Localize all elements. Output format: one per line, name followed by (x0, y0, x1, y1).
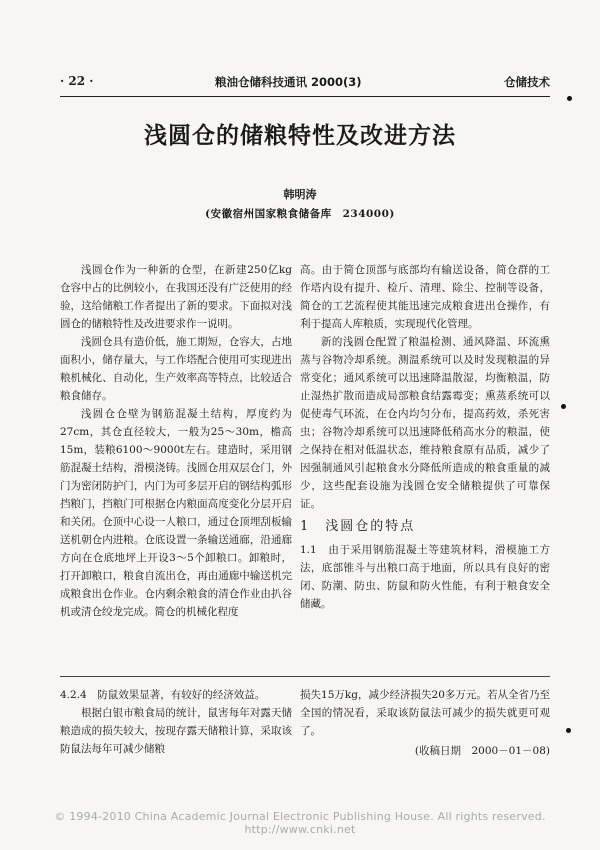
bottom-right-column (300, 686, 550, 760)
margin-dot-1 (567, 96, 572, 101)
journal-name: 粮油仓储科技通讯 2000(3) (215, 75, 362, 89)
section-heading-1: 1 浅圆仓的特点 (300, 519, 416, 534)
subsection-4-2-4: 4.2.4 防鼠效果显著，有较好的经济效益。 (60, 689, 266, 701)
copyright-footer: © 1994-2010 China Academic Journal Electronic Publishing House. All rights reserved. http://www.cnki.net (54, 810, 546, 836)
right-paragraph-2: 新的浅圆仓配置了粮温检测、通风降温、环流熏蒸与谷物冷却系统。测温系统可以及时发现粮温的异常变化；通风系统可以迅速降温散湿，均衡粮温，防止湿热扩散而造成局部粮食结露霉变；熏蒸系统可以促使毒气环流，在仓内均匀分布，提高药效，杀死害虫；谷物冷却系统可以迅速降低稍高水分的粮温，使之保持在相对低温状态，维持粮食原有品质，减少了因强制通风引起粮食水分降低所造成的粮食重量的减少，这些配套设施为浅圆仓安全储粮提供了可靠保证。 (300, 336, 550, 510)
bottom-right-paragraph: 损失15万kg，减少经济损失20多万元。若从全省乃至全国的情况看，采取该防鼠法可减少的损失就更可观了。 (300, 689, 550, 737)
bottom-left-column (60, 686, 292, 758)
left-paragraph-1: 浅圆仓作为一种新的仓型，在新建250亿kg仓容中占的比例较小，在我国还没有广泛使用的经验，这给储粮工作者提出了新的要求。下面拟对浅圆仓的储粮特性及改进要求作一说明。 (60, 264, 292, 330)
running-header (60, 74, 550, 92)
section-name: 仓储技术 (504, 75, 550, 89)
article-title: 浅圆仓的储粮特性及改进方法 (144, 123, 456, 149)
left-column (60, 261, 292, 621)
margin-dot-3 (566, 728, 571, 733)
bottom-left-paragraph: 根据白银市粮食局的统计，鼠害每年对露天储粮造成的损失较大，按现存露天储粮计算，采取该防鼠法每年可减少储粮 (60, 707, 292, 755)
left-paragraph-2: 浅圆仓具有造价低，施工期短，仓容大，占地面积小，储存量大，与工作塔配合使用可实现进出粮机械化、自动化，生产效率高等特点，比较适合粮食储存。 (60, 336, 292, 402)
author-name: 韩明涛 (283, 188, 317, 201)
margin-dot-2 (561, 404, 566, 409)
continuation-rule (60, 676, 550, 677)
header-rule (60, 96, 550, 97)
right-column (300, 261, 550, 613)
right-paragraph-1: 高。由于简仓顶部与底部均有输送设备，简仓群的工作塔内设有提升、检斤、清理、除尘、控制等设备，简仓的工艺流程使其能迅速完成粮食进出仓操作，有利于提高人库粮质，实现现代化管理。 (300, 264, 550, 330)
page-number: · 22 · (60, 74, 94, 88)
subsection-1-1: 1.1 由于采用钢筋混凝土等建筑材料，滑模施工方法，底部锥斗与出粮口高于地面，所以具有良好的密闭、防潮、防虫、防鼠和防火性能，有利于粮食安全储藏。 (300, 544, 550, 610)
left-paragraph-3: 浅圆仓仓壁为钢筋混凝土结构，厚度约为27cm，其仓直径较大，一般为25～30m，檐高15m，装粮6100～9000t左右。建造时，采用钢筋混凝土结构，滑模浇铸。浅圆仓用双层仓门，外门为密闭防护门，内门为可多层开启的钢结构弧形挡粮门，挡粮门可根据仓内粮面高度变化分层开启和关闭。仓顶中心设一人粮口，通过仓顶埋刮板输送机朝仓内进粮。仓底设置一条输送通廊，沿通廊方向在仓底地坪上开设3～5个卸粮口。卸粮时，打开卸粮口，粮食自流出仓，再由通廊中输送机完成粮食出仓作业。仓内剩余粮食的清仓作业由扒谷机或清仓绞龙完成。简仓的机械化程度 (60, 408, 292, 618)
author-affiliation: (安徽宿州国家粮食储备库 234000) (205, 208, 395, 220)
received-date: (收稿日期 2000－01－08) (414, 745, 550, 757)
